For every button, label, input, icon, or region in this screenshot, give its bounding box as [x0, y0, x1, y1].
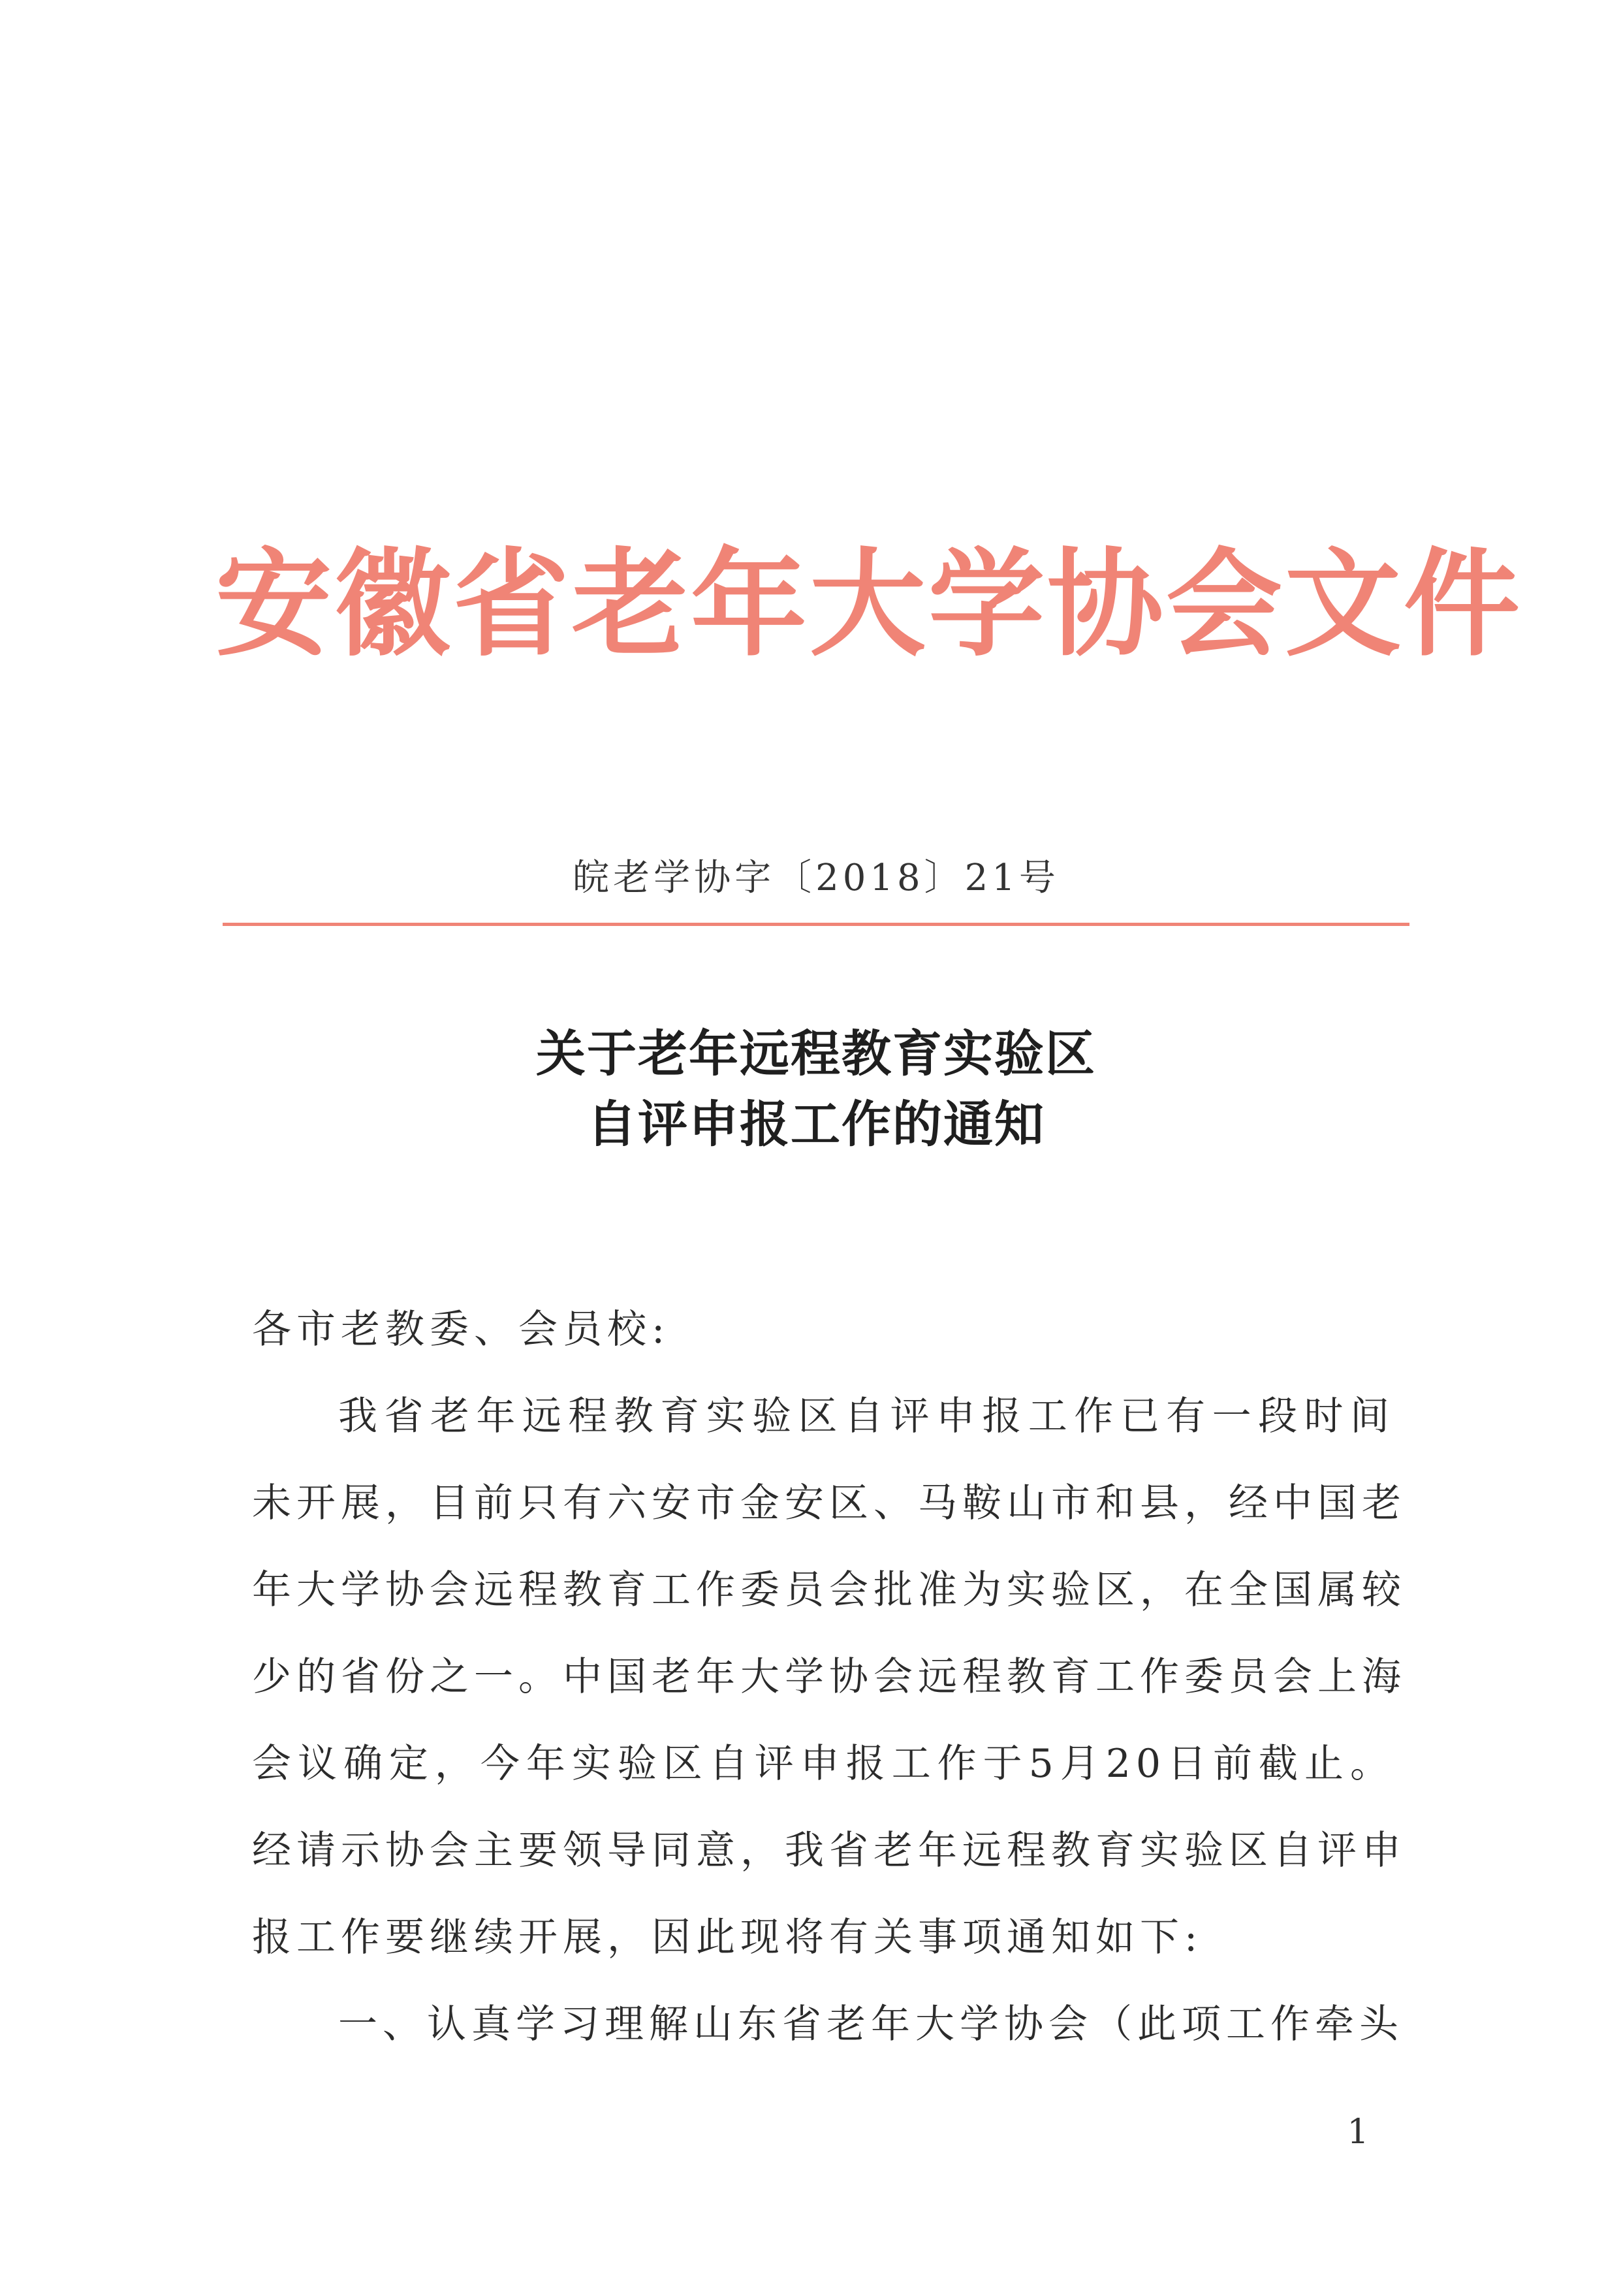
- document-body: [252, 1286, 1406, 2068]
- paragraph-1-line-7: 报工作要继续开展，因此现将有关事项通知如下:: [252, 1915, 1203, 1960]
- paragraph-1-line-6: 经请示协会主要领导同意，我省老年远程教育实验区自评申: [252, 1828, 1406, 1873]
- paragraph-1-line-3: 年大学协会远程教育工作委员会批准为实验区，在全国属较: [252, 1567, 1406, 1613]
- paragraph-1-line-5: 会议确定，今年实验区自评申报工作于5月20日前截止。: [252, 1741, 1394, 1787]
- notice-title-line-1: 关于老年远程教育实验区: [536, 1025, 1096, 1083]
- notice-title: [223, 1019, 1409, 1160]
- notice-title-line-2: 自评申报工作的通知: [587, 1095, 1045, 1153]
- paragraph-1-line-2: 未开展，目前只有六安市金安区、马鞍山市和县，经中国老: [252, 1480, 1406, 1526]
- paragraph-1-line-4: 少的省份之一。中国老年大学协会远程教育工作委员会上海: [252, 1654, 1406, 1700]
- masthead-title: 安徽省老年大学协会文件: [215, 535, 1522, 672]
- document-number: 皖老学协字〔2018〕21号: [573, 857, 1060, 899]
- salutation: 各市老教委、会员校:: [252, 1307, 670, 1352]
- page-number: 1: [1347, 2113, 1369, 2152]
- red-divider-line: [223, 923, 1409, 926]
- paragraph-2-line-1: 一、认真学习理解山东省老年大学协会（此项工作牵头: [338, 2001, 1404, 2047]
- paragraph-1-line-1: 我省老年远程教育实验区自评申报工作已有一段时间: [338, 1394, 1394, 1439]
